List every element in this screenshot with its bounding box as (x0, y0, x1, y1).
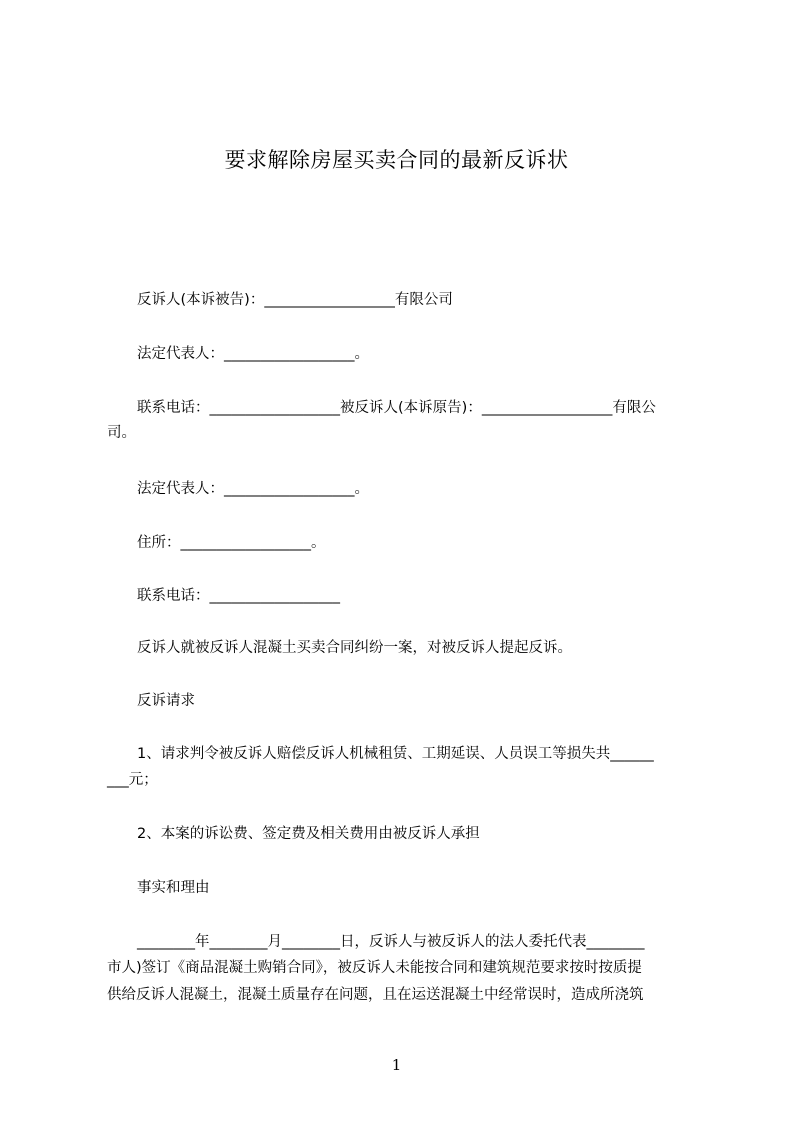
claim-item-2: 2、本案的诉讼费、签定费及相关费用由被反诉人承担 (137, 826, 480, 842)
case-statement: 反诉人就被反诉人混凝土买卖合同纠纷一案，对被反诉人提起反诉。 (137, 640, 572, 656)
document-title: 要求解除房屋买卖合同的最新反诉状 (224, 148, 569, 172)
claim-item-1-cont: ___元； (107, 772, 158, 788)
facts-paragraph-line-3: 供给反诉人混凝土，混凝土质量存在问题，且在运送混凝土中经常误时，造成所浇筑 (107, 987, 644, 1003)
legal-representative-line-2: 法定代表人：__________________。 (137, 481, 369, 497)
claim-item-1: 1、请求判令被反诉人赔偿反诉人机械租赁、工期延误、人员误工等损失共______ (137, 746, 654, 762)
facts-heading: 事实和理由 (137, 880, 210, 896)
counter-plaintiff-line: 反诉人(本诉被告)：__________________有限公司 (137, 292, 453, 308)
contact-and-counter-defendant-line-cont: 司。 (107, 425, 136, 441)
facts-paragraph-line-1: ________年________月________日，反诉人与被反诉人的法人委托代表________ (137, 934, 645, 950)
legal-representative-line: 法定代表人：__________________。 (137, 346, 369, 362)
facts-paragraph-line-2: 市人)签订《商品混凝土购销合同》，被反诉人未能按合同和建筑规范要求按时按质提 (107, 960, 642, 976)
page-number: 1 (391, 1056, 402, 1074)
contact-and-counter-defendant-line: 联系电话：__________________被反诉人(本诉原告)：__________________有限公 (137, 400, 656, 416)
address-line: 住所：__________________。 (137, 535, 326, 551)
claims-heading: 反诉请求 (137, 693, 195, 709)
contact-phone-line: 联系电话：__________________ (137, 588, 340, 604)
